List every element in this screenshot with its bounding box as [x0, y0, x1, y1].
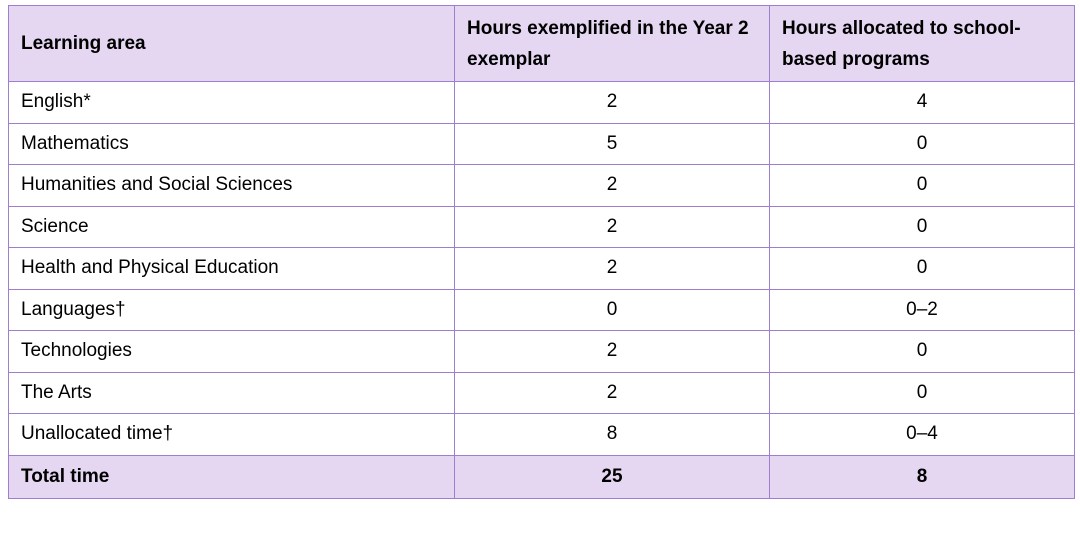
table-row — [9, 165, 1075, 207]
table-header-row — [9, 6, 1075, 82]
row-learning-area: Science — [9, 206, 455, 248]
row-hours-exemplified: 5 — [455, 123, 770, 165]
row-hours-allocated: 0 — [770, 165, 1075, 207]
row-hours-allocated: 4 — [770, 82, 1075, 124]
hours-table-container — [8, 5, 1074, 499]
row-learning-area: Mathematics — [9, 123, 455, 165]
row-hours-exemplified: 8 — [455, 414, 770, 456]
row-hours-allocated: 0 — [770, 331, 1075, 373]
total-label: Total time — [9, 455, 455, 498]
row-hours-allocated: 0–4 — [770, 414, 1075, 456]
table-total-row — [9, 455, 1075, 498]
row-hours-exemplified: 2 — [455, 331, 770, 373]
row-learning-area: Languages† — [9, 289, 455, 331]
row-hours-exemplified: 2 — [455, 82, 770, 124]
row-hours-exemplified: 2 — [455, 372, 770, 414]
hours-allocation-table — [8, 5, 1075, 499]
row-hours-allocated: 0 — [770, 206, 1075, 248]
row-learning-area: Unallocated time† — [9, 414, 455, 456]
row-hours-exemplified: 2 — [455, 206, 770, 248]
row-hours-allocated: 0 — [770, 123, 1075, 165]
row-learning-area: Technologies — [9, 331, 455, 373]
row-hours-allocated: 0 — [770, 372, 1075, 414]
table-row — [9, 206, 1075, 248]
row-hours-exemplified: 2 — [455, 165, 770, 207]
row-hours-exemplified: 0 — [455, 289, 770, 331]
table-row — [9, 414, 1075, 456]
table-row — [9, 289, 1075, 331]
total-hours-allocated: 8 — [770, 455, 1075, 498]
row-hours-allocated: 0 — [770, 248, 1075, 290]
total-hours-exemplified: 25 — [455, 455, 770, 498]
row-learning-area: The Arts — [9, 372, 455, 414]
row-hours-exemplified: 2 — [455, 248, 770, 290]
header-hours-exemplified: Hours exemplified in the Year 2 exemplar — [455, 6, 770, 82]
row-learning-area: Humanities and Social Sciences — [9, 165, 455, 207]
row-learning-area: English* — [9, 82, 455, 124]
row-learning-area: Health and Physical Education — [9, 248, 455, 290]
header-learning-area: Learning area — [9, 6, 455, 82]
header-hours-allocated: Hours allocated to school-based programs — [770, 6, 1075, 82]
table-row — [9, 82, 1075, 124]
table-row — [9, 331, 1075, 373]
table-row — [9, 248, 1075, 290]
table-row — [9, 123, 1075, 165]
row-hours-allocated: 0–2 — [770, 289, 1075, 331]
table-row — [9, 372, 1075, 414]
